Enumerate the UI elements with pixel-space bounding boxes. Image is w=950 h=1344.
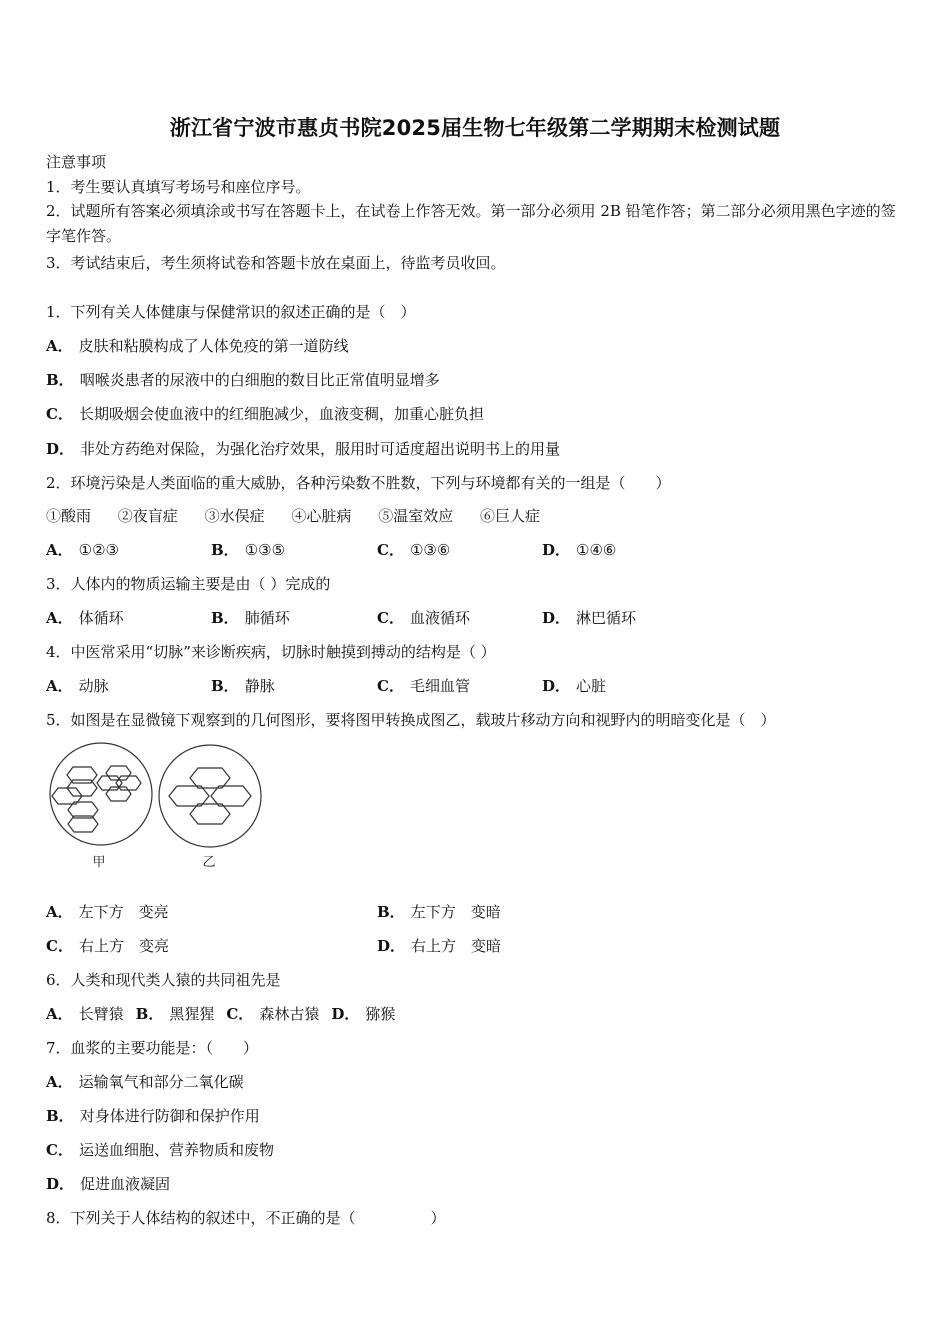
option-letter: A． [46, 903, 73, 921]
q1-option-d[interactable] [46, 439, 560, 459]
option-text: 运输氧气和部分二氧化碳 [78, 1073, 244, 1091]
q2-option-a[interactable] [46, 540, 119, 560]
option-text: 皮肤和粘膜构成了人体免疫的第一道防线 [78, 337, 349, 355]
option-letter: C． [377, 541, 404, 559]
question-3-stem: 3．人体内的物质运输主要是由（ ）完成的 [46, 575, 331, 593]
q6-option-a[interactable] [46, 1005, 124, 1023]
option-letter: A． [46, 337, 73, 355]
q3-option-d[interactable] [542, 608, 636, 628]
q2-item: ⑤温室效应 [378, 507, 454, 525]
option-text: 毛细血管 [409, 677, 470, 695]
q3-option-c[interactable] [377, 608, 470, 628]
option-text: 肺循环 [244, 609, 290, 627]
option-text: 长臂猿 [78, 1005, 124, 1023]
question-6-stem: 6．人类和现代类人猿的共同祖先是 [46, 971, 281, 989]
option-text: 左下方 变亮 [78, 903, 169, 921]
q6-option-d[interactable] [331, 1005, 395, 1023]
field-yi-hexagons [169, 768, 251, 824]
option-letter: B． [211, 609, 239, 627]
figure-label-jia: 甲 [92, 855, 106, 870]
option-letter: B． [46, 1107, 74, 1125]
q1-option-a[interactable] [46, 336, 349, 356]
option-letter: D． [542, 677, 571, 695]
option-text: 右上方 变暗 [411, 937, 502, 955]
q2-item: ⑥巨人症 [479, 507, 540, 525]
question-8-stem: 8．下列关于人体结构的叙述中，不正确的是（ ） [46, 1209, 446, 1227]
option-text: 猕猴 [365, 1005, 396, 1023]
question-5-stem: 5．如图是在显微镜下观察到的几何图形，要将图甲转换成图乙，载玻片移动方向和视野内的明暗变化是（ ） [46, 711, 776, 729]
option-letter: C． [46, 405, 73, 423]
option-letter: D． [542, 609, 571, 627]
option-text: 心脏 [576, 677, 607, 695]
option-text: 血液循环 [409, 609, 470, 627]
q7-option-a[interactable] [46, 1072, 244, 1092]
option-letter: C． [46, 1141, 73, 1159]
field-jia-circle [50, 743, 152, 845]
q2-item: ④心脏病 [291, 507, 352, 525]
question-4-stem: 4．中医常采用“切脉”来诊断疾病，切脉时触摸到搏动的结构是（ ） [46, 643, 496, 661]
field-jia-hexagons [52, 766, 141, 832]
option-text: 咽喉炎患者的尿液中的白细胞的数目比正常值明显增多 [79, 371, 440, 389]
q2-option-d[interactable] [542, 540, 616, 560]
option-text: 运送血细胞、营养物质和废物 [78, 1141, 274, 1159]
option-letter: A． [46, 1073, 73, 1091]
page-title: 浙江省宁波市惠贞书院2025届生物七年级第二学期期末检测试题 [169, 116, 781, 140]
q5-option-d[interactable] [377, 936, 501, 956]
option-text: 右上方 变亮 [78, 937, 169, 955]
option-letter: B． [211, 677, 239, 695]
option-letter: B． [211, 541, 239, 559]
option-text: 静脉 [244, 677, 275, 695]
option-text: 体循环 [78, 609, 124, 627]
q3-option-a[interactable] [46, 608, 124, 628]
q2-item: ①酸雨 [46, 507, 92, 525]
option-letter: A． [46, 541, 73, 559]
notes-header: 注意事项 [46, 153, 107, 171]
q2-item: ②夜盲症 [117, 507, 178, 525]
option-letter: A． [46, 677, 73, 695]
option-letter: B． [377, 903, 405, 921]
q4-option-c[interactable] [377, 676, 470, 696]
option-letter: B． [135, 1005, 164, 1023]
option-letter: D． [542, 541, 571, 559]
note-item-2: 2．试题所有答案必须填涂或书写在答题卡上，在试卷上作答无效。第一部分必须用 2B 铅笔作答；第二部分必须用黑色字迹的签字笔作答。 [46, 202, 896, 245]
q2-item-list [46, 506, 562, 526]
q6-options-row [46, 1004, 395, 1024]
q7-option-d[interactable] [46, 1174, 170, 1194]
q6-option-b[interactable] [136, 1005, 215, 1023]
option-letter: C． [377, 609, 404, 627]
option-text: ①③⑤ [244, 541, 286, 559]
option-letter: C． [226, 1005, 254, 1023]
q2-option-c[interactable] [377, 540, 450, 560]
q2-item: ③水俣症 [204, 507, 265, 525]
option-letter: C． [46, 937, 73, 955]
q5-option-a[interactable] [46, 902, 169, 922]
q2-option-b[interactable] [211, 540, 285, 560]
q7-option-c[interactable] [46, 1140, 274, 1160]
option-text: 对身体进行防御和保护作用 [79, 1107, 260, 1125]
option-text: 淋巴循环 [576, 609, 637, 627]
microscope-figure [46, 740, 266, 875]
option-text: 促进血液凝固 [80, 1175, 171, 1193]
q7-option-b[interactable] [46, 1106, 260, 1126]
q1-option-b[interactable] [46, 370, 440, 390]
question-7-stem: 7．血浆的主要功能是：（ ） [46, 1039, 259, 1057]
q1-option-c[interactable] [46, 404, 484, 424]
option-text: 非处方药绝对保险，为强化治疗效果，服用时可适度超出说明书上的用量 [80, 440, 561, 458]
note-item-1: 1．考生要认真填写考场号和座位序号。 [46, 178, 311, 196]
option-letter: A． [46, 609, 73, 627]
q3-option-b[interactable] [211, 608, 290, 628]
q4-option-d[interactable] [542, 676, 606, 696]
option-text: ①③⑥ [409, 541, 451, 559]
option-text: ①②③ [78, 541, 119, 559]
q6-option-c[interactable] [226, 1005, 319, 1023]
option-letter: D． [331, 1005, 360, 1023]
figure-label-yi: 乙 [202, 855, 216, 870]
question-2-stem: 2．环境污染是人类面临的重大威胁，各种污染数不胜数，下列与环境都有关的一组是（ ） [46, 474, 671, 492]
option-text: ①④⑥ [576, 541, 617, 559]
option-letter: D． [377, 937, 406, 955]
option-text: 动脉 [78, 677, 109, 695]
question-1-stem: 1．下列有关人体健康与保健常识的叙述正确的是（ ） [46, 303, 416, 321]
option-letter: A． [46, 1005, 73, 1023]
option-text: 森林古猿 [259, 1005, 320, 1023]
option-letter: D． [46, 1175, 75, 1193]
option-text: 左下方 变暗 [410, 903, 501, 921]
note-item-3: 3．考试结束后，考生须将试卷和答题卡放在桌面上，待监考员收回。 [46, 254, 506, 272]
option-letter: D． [46, 440, 75, 458]
option-letter: C． [377, 677, 404, 695]
q5-option-c[interactable] [46, 936, 169, 956]
q5-option-b[interactable] [377, 902, 501, 922]
q4-option-b[interactable] [211, 676, 275, 696]
option-text: 长期吸烟会使血液中的红细胞减少，血液变稠，加重心脏负担 [78, 405, 484, 423]
option-letter: B． [46, 371, 74, 389]
option-text: 黑猩猩 [169, 1005, 215, 1023]
field-yi-circle [159, 745, 261, 847]
q4-option-a[interactable] [46, 676, 109, 696]
